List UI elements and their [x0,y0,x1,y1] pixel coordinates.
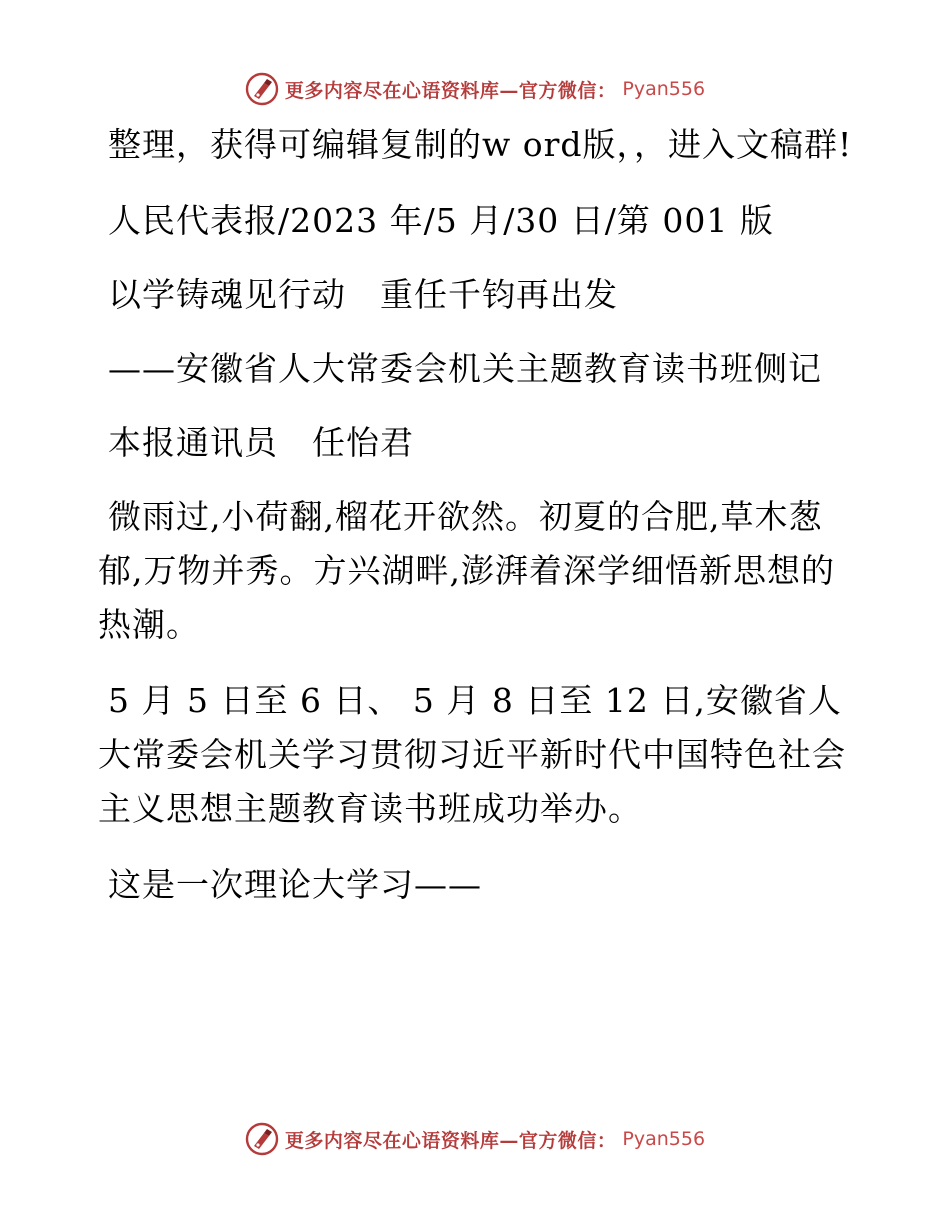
footer-watermark [0,1122,950,1156]
intro-paragraph: 整理，获得可编辑复制的w ord版，，进入文稿群! [108,125,853,164]
body-paragraph: 5 月 5 日至 6 日、 5 月 8 日至 12 日,安徽省人大常委会机关学习贯彻习近平新时代中国特色社会主义思想主题教育读书班成功举办。 [98,681,846,828]
watermark-text: 更多内容尽在心语资料库—官方微信： [284,79,617,102]
body-paragraph: 微雨过,小荷翻,榴花开欲然。初夏的合肥,草木葱郁,万物并秀。方兴湖畔,澎湃着深学细悟新思想的热潮。 [98,497,835,644]
body-paragraph: 这是一次理论大学习—— [108,865,482,904]
wechat-id: Pyan556 [622,1128,706,1150]
header-watermark [0,72,950,106]
wechat-id: Pyan556 [622,78,706,100]
publication-line: 人民代表报/2023 年/5 月/30 日/第 001 版 [108,201,774,240]
article-subtitle: ——安徽省人大常委会机关主题教育读书班侧记 [108,349,822,388]
byline: 本报通讯员 任怡君 [108,423,414,462]
pen-nib-logo-icon [245,1122,279,1156]
article-title: 以学铸魂见行动 重任千钧再出发 [108,275,618,314]
watermark-text: 更多内容尽在心语资料库—官方微信： [284,1129,617,1152]
pen-nib-logo-icon [245,72,279,106]
document-body [98,118,858,934]
